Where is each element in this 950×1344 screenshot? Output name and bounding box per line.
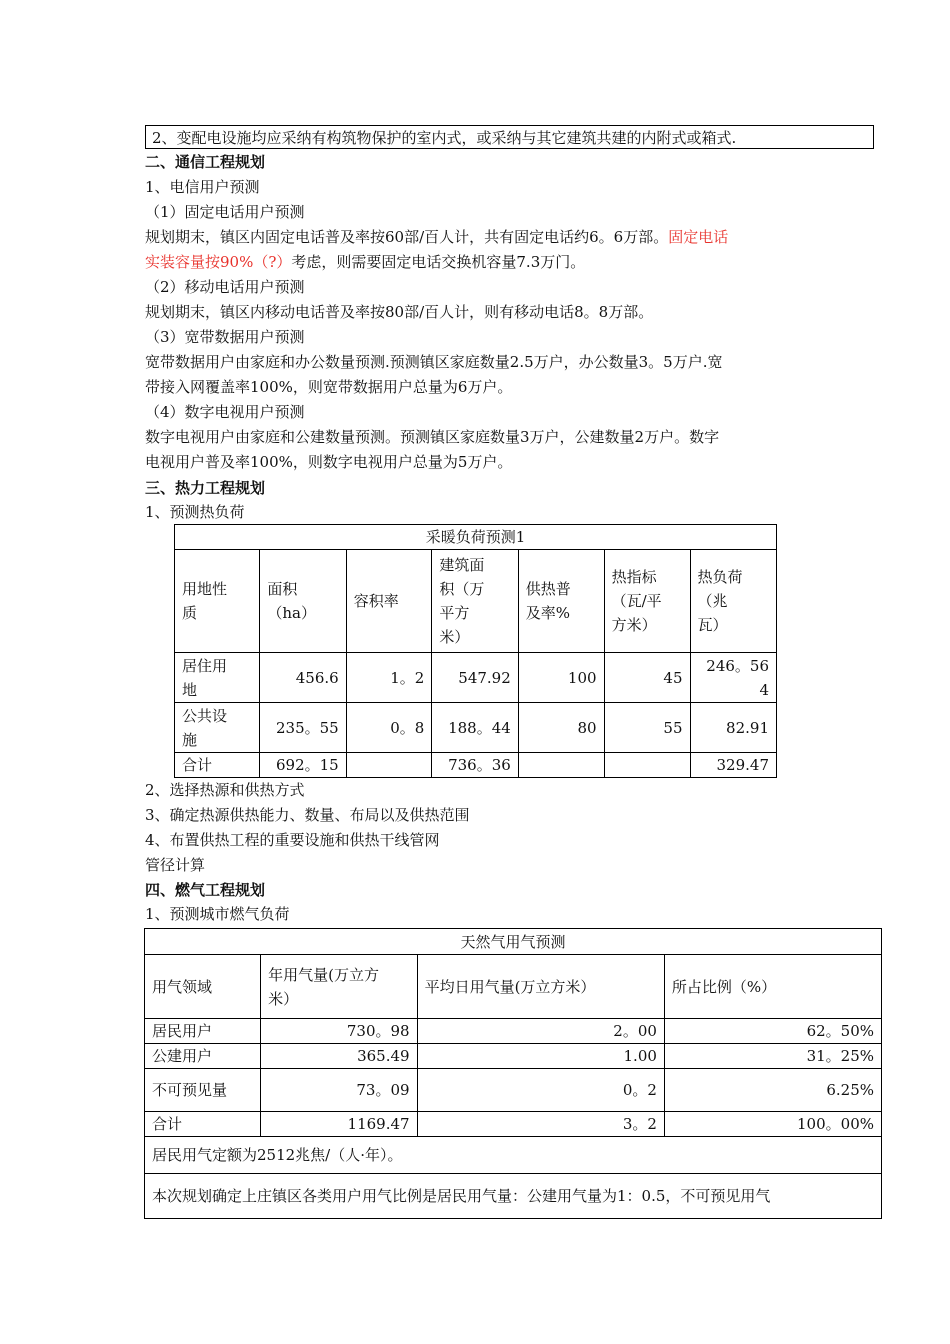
heating-value-cell: 547.92	[432, 653, 518, 703]
heating-value-cell: 100	[518, 653, 604, 703]
gas-value-cell: 3。2	[417, 1112, 664, 1137]
fixed-phone-text-2: 实装容量按90%（?）考虑，则需要固定电话交换机容量7.3万门。	[145, 253, 586, 271]
heating-value-cell	[346, 753, 432, 778]
digital-tv-text-2: 电视用户普及率100%，则数字电视用户总量为5万户。	[145, 453, 513, 471]
gas-row-label: 不可预见量	[145, 1069, 261, 1112]
gas-quota-note: 居民用气定额为2512兆焦/（人·年）。	[145, 1137, 882, 1174]
heating-value-cell: 235。55	[260, 703, 346, 753]
heating-load-table	[174, 524, 777, 778]
section-gas-title: 四、燃气工程规划	[145, 881, 266, 899]
heating-row-label: 公共设 施	[175, 703, 260, 753]
heat-load-subheading: 1、预测热负荷	[145, 503, 245, 521]
heating-value-cell: 45	[604, 653, 690, 703]
digital-tv-heading: （4）数字电视用户预测	[145, 403, 305, 421]
heating-header-cell: 面积 （ha）	[260, 550, 346, 653]
heating-value-cell: 0。8	[346, 703, 432, 753]
mobile-phone-text: 规划期末，镇区内移动电话普及率按80部/百人计，则有移动电话8。8万部。	[145, 303, 654, 321]
section-heat-title: 三、热力工程规划	[145, 479, 266, 497]
heating-header-cell: 用地性 质	[175, 550, 260, 653]
pipe-diameter-note: 管径计算	[145, 856, 206, 874]
gas-value-cell: 1169.47	[261, 1112, 417, 1137]
heat-item-3: 3、确定热源供热能力、数量、布局以及供热范围	[145, 806, 470, 824]
gas-ratio-note: 本次规划确定上庄镇区各类用户用气比例是居民用气量：公建用气量为1：0.5，不可预见用气	[145, 1174, 882, 1219]
section-telecom-title: 二、通信工程规划	[145, 153, 266, 171]
heating-table-caption: 采暖负荷预测1	[175, 525, 777, 550]
broadband-heading: （3）宽带数据用户预测	[145, 328, 305, 346]
heating-header-cell: 容积率	[346, 550, 432, 653]
gas-value-cell: 730。98	[261, 1019, 417, 1044]
gas-header-cell: 用气领域	[145, 955, 261, 1019]
gas-row-label: 居民用户	[145, 1019, 261, 1044]
gas-header-cell: 所占比例（%）	[664, 955, 881, 1019]
heating-row-label: 居住用 地	[175, 653, 260, 703]
broadband-text-2: 带接入网覆盖率100%，则宽带数据用户总量为6万户。	[145, 378, 513, 396]
heating-value-cell	[604, 753, 690, 778]
telecom-subheading: 1、电信用户预测	[145, 178, 260, 196]
digital-tv-text-1: 数字电视用户由家庭和公建数量预测。预测镇区家庭数量3万户，公建数量2万户。数字	[145, 428, 720, 446]
heating-header-cell: 供热普 及率%	[518, 550, 604, 653]
heating-value-cell: 736。36	[432, 753, 518, 778]
heating-value-cell: 82.91	[690, 703, 777, 753]
heating-value-cell: 55	[604, 703, 690, 753]
fixed-phone-text-1: 规划期末，镇区内固定电话普及率按60部/百人计，共有固定电话约6。6万部。固定电话	[145, 228, 729, 246]
heat-item-4: 4、布置供热工程的重要设施和供热干线管网	[145, 831, 440, 849]
gas-row-label: 合计	[145, 1112, 261, 1137]
gas-value-cell: 6.25%	[664, 1069, 881, 1112]
gas-value-cell: 62。50%	[664, 1019, 881, 1044]
broadband-text-1: 宽带数据用户由家庭和办公数量预测.预测镇区家庭数量2.5万户，办公数量3。5万户.宽	[145, 353, 723, 371]
gas-usage-table	[144, 928, 882, 1219]
heating-value-cell: 246。56 4	[690, 653, 777, 703]
heating-value-cell: 692。15	[260, 753, 346, 778]
heating-header-cell: 建筑面 积（万 平方 米）	[432, 550, 518, 653]
heating-header-cell: 热负荷 （兆 瓦）	[690, 550, 777, 653]
gas-value-cell: 1.00	[417, 1044, 664, 1069]
fixed-phone-heading: （1）固定电话用户预测	[145, 203, 305, 221]
substation-note-box: 2、变配电设施均应采纳有构筑物保护的室内式，或采纳与其它建筑共建的内附式或箱式.	[145, 125, 874, 149]
heating-value-cell: 188。44	[432, 703, 518, 753]
heating-value-cell: 329.47	[690, 753, 777, 778]
gas-header-cell: 年用气量(万立方 米）	[261, 955, 417, 1019]
gas-value-cell: 2。00	[417, 1019, 664, 1044]
gas-table-caption: 天然气用气预测	[145, 929, 882, 955]
heat-item-2: 2、选择热源和供热方式	[145, 781, 305, 799]
gas-value-cell: 100。00%	[664, 1112, 881, 1137]
gas-value-cell: 0。2	[417, 1069, 664, 1112]
gas-value-cell: 31。25%	[664, 1044, 881, 1069]
heating-row-label: 合计	[175, 753, 260, 778]
gas-load-subheading: 1、预测城市燃气负荷	[145, 905, 290, 923]
gas-value-cell: 73。09	[261, 1069, 417, 1112]
gas-header-cell: 平均日用气量(万立方米）	[417, 955, 664, 1019]
heating-value-cell: 1。2	[346, 653, 432, 703]
heating-value-cell	[518, 753, 604, 778]
gas-row-label: 公建用户	[145, 1044, 261, 1069]
mobile-phone-heading: （2）移动电话用户预测	[145, 278, 305, 296]
gas-value-cell: 365.49	[261, 1044, 417, 1069]
heating-value-cell: 456.6	[260, 653, 346, 703]
heating-header-cell: 热指标 （瓦/平 方米）	[604, 550, 690, 653]
heating-value-cell: 80	[518, 703, 604, 753]
